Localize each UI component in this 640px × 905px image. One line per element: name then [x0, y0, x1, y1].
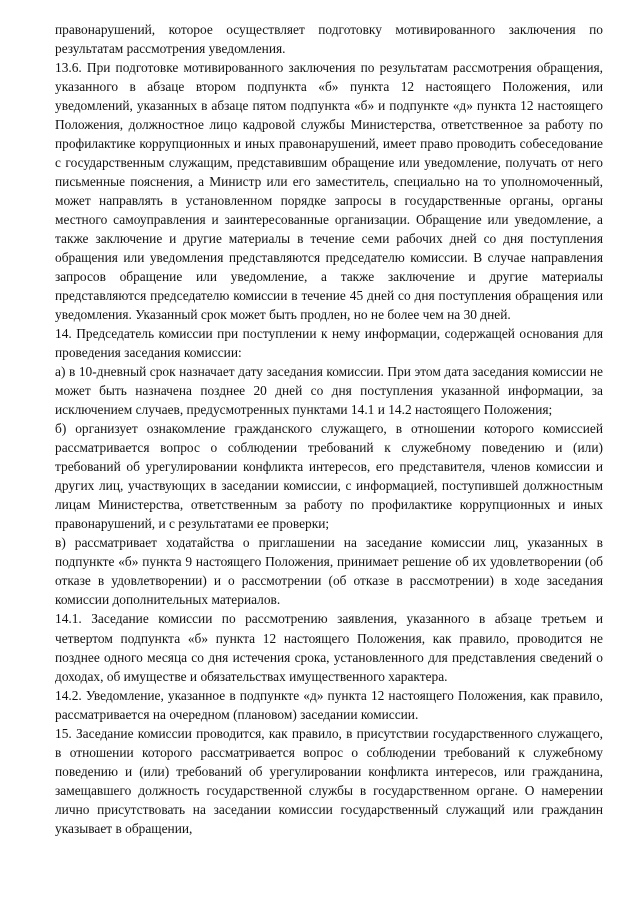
paragraph-14-b: б) организует ознакомление гражданского служащего, в отношении которого комиссией рассматривается вопрос о соблюдении требований к служебному поведению и (или) требований об урегулировании конфликта интересов, его представителя, членов комиссии и других лиц, участвующих в заседании комиссии, с информацией, поступившей должностным лицам Министерства, ответственным за работу по профилактике коррупционных и иных правонарушений, и с результатами ее проверки;: [55, 421, 603, 532]
document-body: [55, 20, 603, 838]
paragraph-13-6: 13.6. При подготовке мотивированного заключения по результатам рассмотрения обращения, указанного в абзаце втором подпункта «б» пункта 12 настоящего Положения, или уведомлений, указанных в абзаце пятом подпункта «б» и подпункте «д» пункта 12 настоящего Положения, должностное лицо кадровой службы Министерства, ответственное за работу по профилактике коррупционных и иных правонарушений, имеет право проводить собеседование с государственным служащим, представившим обращение или уведомление, получать от него письменные пояснения, а Министр или его заместитель, специально на то уполномоченный, может направлять в установленном порядке запросы в государственные органы, органы местного самоуправления и заинтересованные организации. Обращение или уведомление, а также заключение и другие материалы в течение семи рабочих дней со дня поступления обращения или уведомления представляются председателю комиссии. В случае направления запросов обращение или уведомление, а также заключение и другие материалы представляются председателю комиссии в течение 45 дней со дня поступления обращения или уведомления. Указанный срок может быть продлен, но не более чем на 30 дней.: [55, 60, 603, 323]
paragraph-14-2: 14.2. Уведомление, указанное в подпункте «д» пункта 12 настоящего Положения, как правило, рассматривается на очередном (плановом) заседании комиссии.: [55, 687, 603, 722]
paragraph-continuation: правонарушений, которое осуществляет подготовку мотивированного заключения по результатам рассмотрения уведомления.: [55, 22, 603, 57]
paragraph-14-1: 14.1. Заседание комиссии по рассмотрению заявления, указанного в абзаце третьем и четвертом подпункта «б» пункта 12 настоящего Положения, как правило, проводится не позднее одного месяца со дня истечения срока, установленного для представления сведений о доходах, об имуществе и обязательствах имущественного характера.: [55, 611, 603, 684]
paragraph-14-a: а) в 10-дневный срок назначает дату заседания комиссии. При этом дата заседания комиссии не может быть назначена позднее 20 дней со дня поступления указанной информации, за исключением случаев, предусмотренных пунктами 14.1 и 14.2 настоящего Положения;: [55, 364, 603, 418]
paragraph-14-v: в) рассматривает ходатайства о приглашении на заседание комиссии лиц, указанных в подпункте «б» пункта 9 настоящего Положения, принимает решение об их удовлетворении (об отказе в удовлетворении) и о рассмотрении (об отказе в рассмотрении) в ходе заседания комиссии дополнительных материалов.: [55, 535, 603, 608]
paragraph-15: 15. Заседание комиссии проводится, как правило, в присутствии государственного служащего, в отношении которого рассматривается вопрос о соблюдении требований к служебному поведению и (или) требований об урегулировании конфликта интересов, или гражданина, замещавшего должность государственной службы в государственном органе. О намерении лично присутствовать на заседании комиссии государственный служащий или гражданин указывает в обращении,: [55, 725, 603, 836]
paragraph-14: 14. Председатель комиссии при поступлении к нему информации, содержащей основания для проведения заседания комиссии:: [55, 326, 603, 361]
